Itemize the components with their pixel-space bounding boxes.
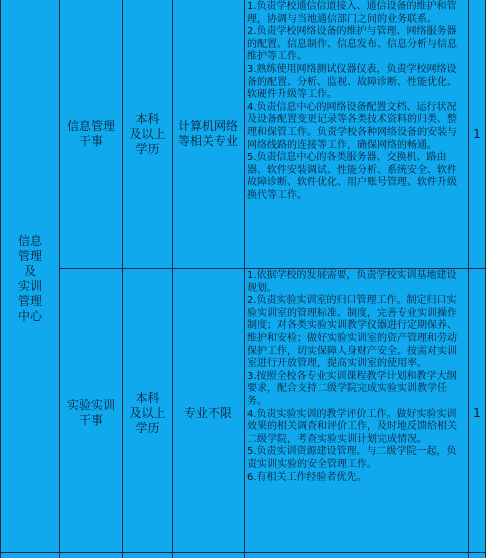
- grid-line: [485, 0, 486, 558]
- duty-item: 4.负责实验实训的教学评价工作。做好实验实训效果的相关调查和评价工作，及时地反馈给相关二级学院，考查实验实训计划完成情况。: [247, 408, 457, 445]
- headcount-cell: [469, 0, 485, 268]
- position-name: 实验实训 干事: [66, 398, 115, 427]
- duty-item: 6.有相关工作经验者优先。: [247, 471, 367, 483]
- major-cell: [173, 0, 243, 268]
- headcount: 1: [473, 405, 481, 420]
- education-requirement: 本科 及以上 学历: [129, 390, 166, 435]
- education-cell: [123, 268, 172, 558]
- duty-item: 1.依据学校的发展需要，负责学校实训基地建设规划。: [247, 270, 457, 294]
- duty-item: 3.熟练使用网络测试仪器仪表，负责学校网络设备的配置、分析、监视、故障诊断、性能优化、软硬件升级等工作。: [247, 63, 457, 101]
- education-requirement: 本科 及以上 学历: [129, 111, 166, 156]
- department-name: 信息 管理 及 实训 管理 中心: [17, 234, 42, 323]
- duty-item: 4.负责信息中心的网络设备配置文档、运行状况及设备配置变更记录等各类技术资料的归类、整理和保管工作。负责学校各种网络设备的安装与网络线路的连接等工作，确保网络的畅通。: [247, 101, 457, 151]
- duty-item: 5.负责实训资源建设管理。与二级学院一起，负责实训实验的安全管理工作。: [247, 446, 457, 470]
- department-cell: [2, 0, 58, 558]
- position-cell: [60, 0, 122, 268]
- grid-line: [0, 0, 1, 558]
- major-requirement: 专业不限: [183, 405, 232, 420]
- duty-item: 2.负责实验实训室的归口管理工作。制定归口实验实训室的管理标准、制度，完善专业实训操作制度；对各类实验实训教学仪器进行定期保养、维护和安检；做好实验实训室的资产管理和劳动保护工作，切实保障人身财产安全。按需对实训室进行开放管理，提高实训室的使用率。: [247, 295, 457, 370]
- duty-item: 3.按照全校各专业实训课程教学计划和教学大纲要求，配合支持二级学院完成实验实训教学任务。: [247, 370, 457, 407]
- duty-item: 5.负责信息中心的各类服务器、交换机、路由器、软件安装调试、性能分析、系统安全、软件故障诊断、软件优化、用户账号管理、软件升级换代等工作。: [247, 152, 457, 201]
- headcount-cell: [469, 268, 485, 558]
- position-cell: [60, 268, 122, 558]
- major-cell: [173, 268, 243, 558]
- duties-cell: [247, 270, 466, 484]
- duties-cell: [247, 1, 466, 203]
- headcount: 1: [473, 126, 481, 141]
- education-cell: [123, 0, 172, 268]
- grid-line: [244, 0, 245, 558]
- duty-item: 1.负责学校通信信道接入、通信设备的维护和管理，协调与当地通信部门之间的业务联系。: [247, 1, 457, 25]
- position-name: 信息管理 干事: [66, 119, 115, 148]
- major-requirement: 计算机网络 等相关专业: [177, 119, 238, 148]
- duty-item: 2.负责学校网络设备的维护与管理、网络服务器的配置、信息制作、信息发布、信息分析与信息维护等工作。: [247, 26, 457, 63]
